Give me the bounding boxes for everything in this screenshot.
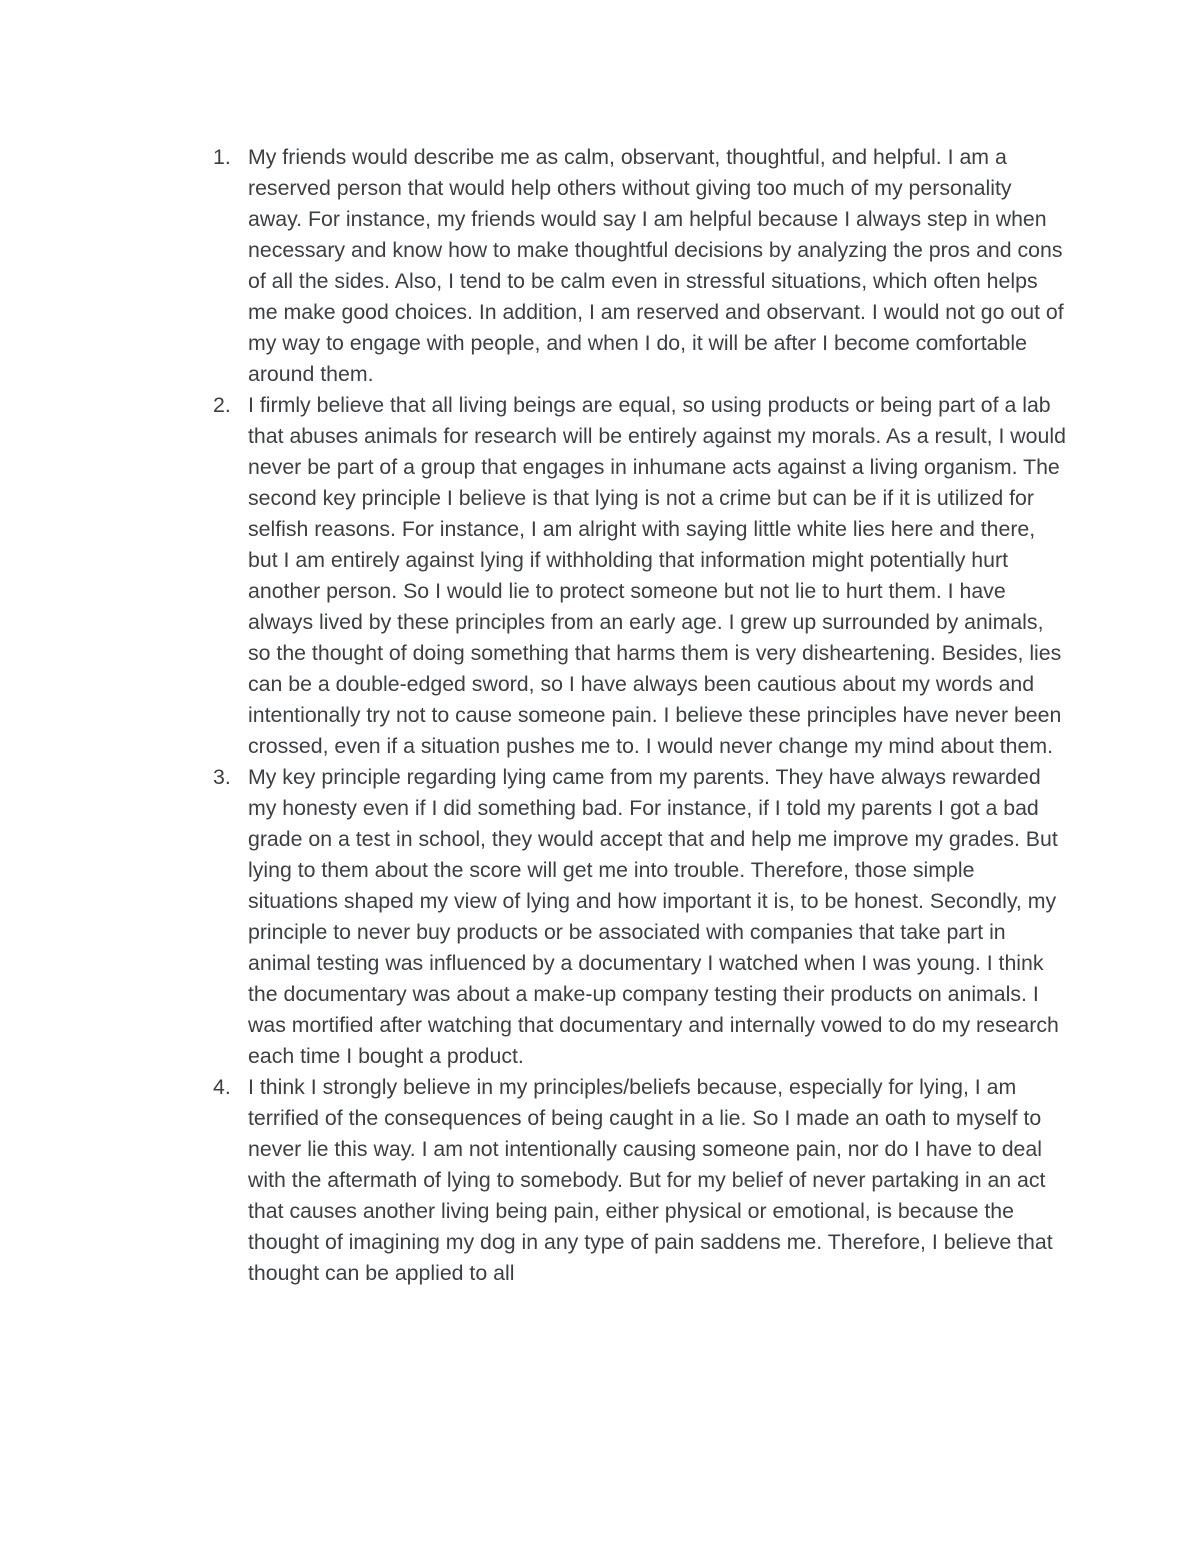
numbered-list [208,142,1068,1289]
list-item-text: I think I strongly believe in my principles/beliefs because, especially for lying, I am terrified of the consequences of being caught in a lie. So I made an oath to myself to never lie this way. I am not intentionally causing someone pain, nor do I have to deal with the aftermath of lying to somebody. But for my belief of never partaking in an act that causes another living being pain, either physical or emotional, is because the thought of imagining my dog in any type of pain saddens me. Therefore, I believe that thought can be applied to all [248,1075,1053,1285]
list-item-number: 1. [213,145,231,169]
list-item-number: 3. [213,765,231,789]
list-item-text: I firmly believe that all living beings are equal, so using products or being part of a lab that abuses animals for research will be entirely against my morals. As a result, I would never be part of a group that engages in inhumane acts against a living organism. The second key principle I believe is that lying is not a crime but can be if it is utilized for selfish reasons. For instance, I am alright with saying little white lies here and there, but I am entirely against lying if withholding that information might potentially hurt another person. So I would lie to protect someone but not lie to hurt them. I have always lived by these principles from an early age. I grew up surrounded by animals, so the thought of doing something that harms them is very disheartening. Besides, lies can be a double-edged sword, so I have always been cautious about my words and intentionally try not to cause someone pain. I believe these principles have never been crossed, even if a situation pushes me to. I would never change my mind about them. [248,393,1066,758]
list-item-number: 4. [213,1075,231,1099]
list-item-text: My friends would describe me as calm, observant, thoughtful, and helpful. I am a reserved person that would help others without giving too much of my personality away. For instance, my friends would say I am helpful because I always step in when necessary and know how to make thoughtful decisions by analyzing the pros and cons of all the sides. Also, I tend to be calm even in stressful situations, which often helps me make good choices. In addition, I am reserved and observant. I would not go out of my way to engage with people, and when I do, it will be after I become comfortable around them. [248,145,1064,386]
list-item [208,762,1068,1072]
list-item [208,390,1068,762]
list-item [208,1072,1068,1289]
list-item-text: My key principle regarding lying came from my parents. They have always rewarded my honesty even if I did something bad. For instance, if I told my parents I got a bad grade on a test in school, they would accept that and help me improve my grades. But lying to them about the score will get me into trouble. Therefore, those simple situations shaped my view of lying and how important it is, to be honest. Secondly, my principle to never buy products or be associated with companies that take part in animal testing was influenced by a documentary I watched when I was young. I think the documentary was about a make-up company testing their products on animals. I was mortified after watching that documentary and internally vowed to do my research each time I bought a product. [248,765,1059,1068]
list-item-number: 2. [213,393,231,417]
list-item [208,142,1068,390]
